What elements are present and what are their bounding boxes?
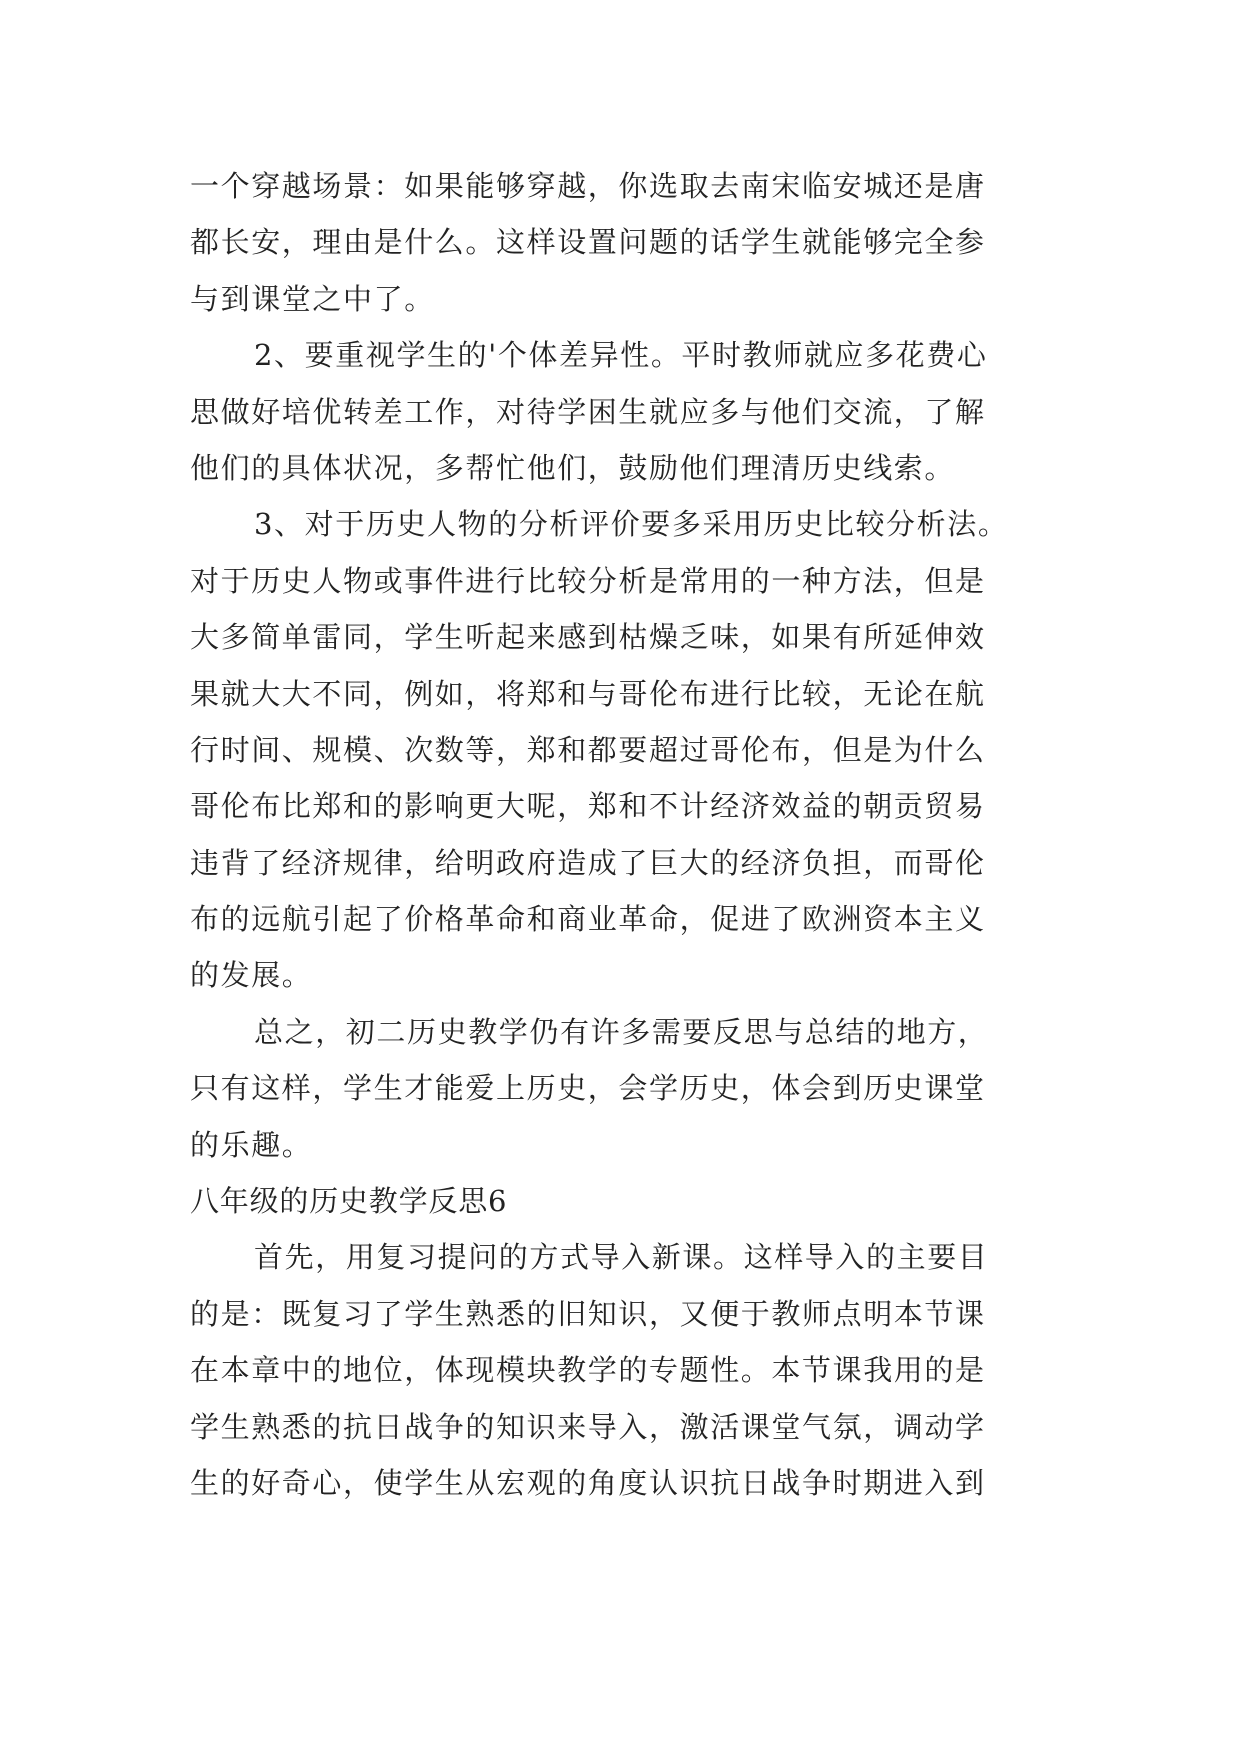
section-heading: 八年级的历史教学反思6 <box>190 1184 508 1219</box>
text-line: 哥伦布比郑和的影响更大呢，郑和不计经济效益的朝贡贸易 <box>190 789 986 824</box>
text-line: 学生熟悉的抗日战争的知识来导入，激活课堂气氛，调动学 <box>190 1409 986 1444</box>
text-line: 的是：既复习了学生熟悉的旧知识，又便于教师点明本节课 <box>190 1296 986 1331</box>
text-line: 果就大大不同，例如，将郑和与哥伦布进行比较，无论在航 <box>190 676 986 711</box>
text-line: 2、要重视学生的'个体差异性。平时教师就应多花费心 <box>254 338 988 373</box>
text-line: 布的远航引起了价格革命和商业革命，促进了欧洲资本主义 <box>190 902 986 937</box>
text-line: 大多简单雷同，学生听起来感到枯燥乏味，如果有所延伸效 <box>190 620 986 655</box>
text-line: 3、对于历史人物的分析评价要多采用历史比较分析法。 <box>254 507 1009 542</box>
text-line: 他们的具体状况，多帮忙他们，鼓励他们理清历史线索。 <box>190 450 956 485</box>
text-line: 思做好培优转差工作，对待学困生就应多与他们交流，了解 <box>190 394 986 429</box>
text-line: 的乐趣。 <box>190 1127 313 1162</box>
text-line: 对于历史人物或事件进行比较分析是常用的一种方法，但是 <box>190 563 986 598</box>
text-line: 生的好奇心，使学生从宏观的角度认识抗日战争时期进入到 <box>190 1465 986 1500</box>
text-line: 首先，用复习提问的方式导入新课。这样导入的主要目 <box>254 1240 989 1275</box>
text-line: 一个穿越场景：如果能够穿越，你选取去南宋临安城还是唐 <box>190 169 986 203</box>
text-line: 只有这样，学生才能爱上历史，会学历史，体会到历史课堂 <box>190 1071 986 1106</box>
document-body <box>190 158 1080 1511</box>
text-line: 行时间、规模、次数等，郑和都要超过哥伦布，但是为什么 <box>190 732 986 767</box>
text-line: 与到课堂之中了。 <box>190 281 435 316</box>
text-line: 违背了经济规律，给明政府造成了巨大的经济负担，而哥伦 <box>190 845 986 880</box>
text-line: 的发展。 <box>190 958 313 993</box>
text-line: 总之，初二历史教学仍有许多需要反思与总结的地方， <box>254 1014 989 1049</box>
text-line: 都长安，理由是什么。这样设置问题的话学生就能够完全参 <box>190 225 986 260</box>
text-line: 在本章中的地位，体现模块教学的专题性。本节课我用的是 <box>190 1353 986 1388</box>
